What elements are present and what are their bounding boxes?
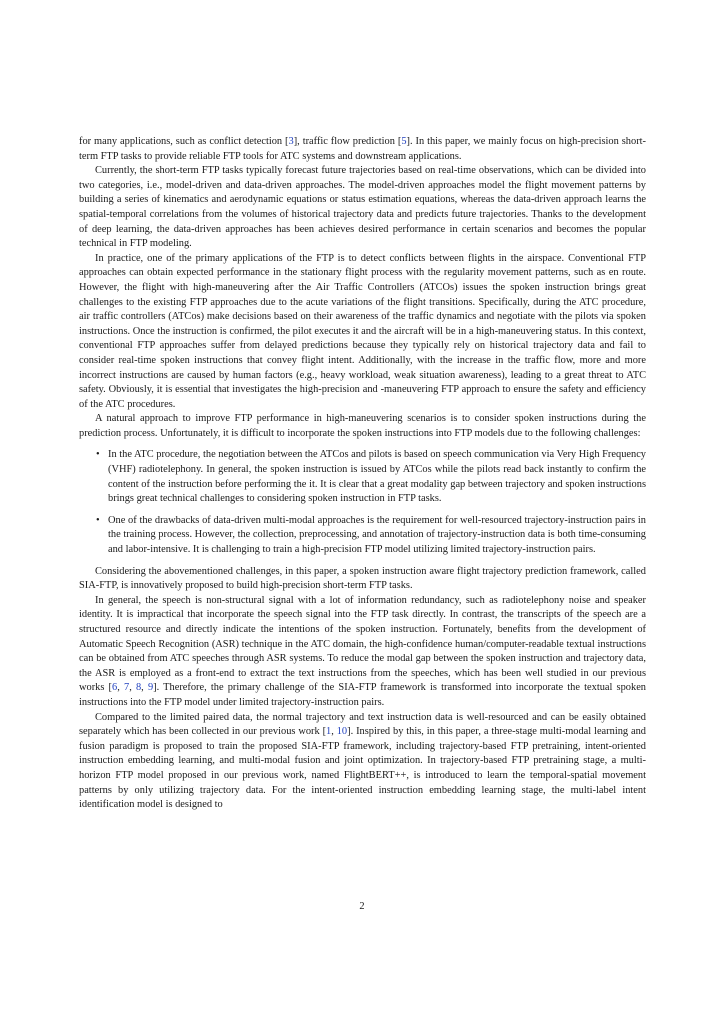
paragraph-3: In practice, one of the primary applications of the FTP is to detect conflicts between flights in the airspace. Conventional FTP approaches can obtain expected performance in the stationary flight process with the regularity movement patterns, such as en route. However, the flight with high-maneuvering after the Air Traffic Controllers (ATCOs) issues the spoken instruction brings great challenges to the existing FTP approaches due to the acute variations of the flight transitions. Specifically, during the ATC procedure, air traffic controllers (ATCos) make decisions based on their awareness of the traffic dynamics and negotiate with the pilots via spoken instructions. Once the instruction is confirmed, the pilot executes it and the aircraft will be in a high-maneuvering status. In this context, conventional FTP approaches suffer from delayed predictions because they typically rely on historical trajectory data and fail to consider real-time spoken instructions that convey flight intent. Additionally, with the increase in the traffic flow, more and more incorrect instructions are caused by human factors (e.g., heavy workload, weak situation awareness), leading to a great threat to ATC safety. Obviously, it is essential that investigates the high-precision and -maneuvering FTP approach to ensure the safety and efficiency of the ATC procedures. xyxy=(79,252,646,410)
list-item: • One of the drawbacks of data-driven multi-modal approaches is the requirement for well-resourced trajectory-instruction pairs in the training process. However, the collection, preprocessing, and annotation of trajectory-instruction data is both time-consuming and labor-intensive. It is challenging to train a high-precision FTP model utilizing limited trajectory-instruction pairs. xyxy=(96,514,646,556)
paragraph-7: Compared to the limited paired data, the normal trajectory and text instruction data is well-resourced and can be easily obtained separately which has been collected in our previous work [1, 10]. Inspired by this, in this paper, a three-stage multi-modal learning and fusion paradigm is proposed to train the proposed SIA-FTP framework, including trajectory-based FTP pretraining, intent-oriented instruction embedding learning, and multi-modal fusion and joint optimization. In trajectory-based FTP pretraining stage, a multi-horizon FTP model proposed in our previous work, named FlightBERT++, is introduced to learn the temporal-spatial movement patterns by only utilizing trajectory data. For the intent-oriented instruction embedding learning stage, the multi-label intent identification model is designed to xyxy=(79,711,646,811)
list-item: • In the ATC procedure, the negotiation between the ATCos and pilots is based on speech communication via Very High Frequency (VHF) radiotelephony. In general, the spoken instruction is issued by ATCos while the pilots read back instantly to confirm the content of the instruction before performing the it. It is clear that a great modality gap between trajectory and spoken instructions brings great technical challenges to considering spoken instruction in FTP tasks. xyxy=(96,449,646,505)
citation-link[interactable]: 7 xyxy=(124,682,130,694)
citation-link[interactable]: 1 xyxy=(326,726,332,738)
citation-link[interactable]: 3 xyxy=(288,136,294,147)
bullet-icon: • xyxy=(96,449,100,461)
paragraph-4: A natural approach to improve FTP performance in high-maneuvering scenarios is to consider spoken instructions during the prediction process. Unfortunately, it is difficult to incorporate the spoken instructions into FTP models due to the following challenges: xyxy=(79,413,646,439)
paragraph-5: Considering the abovementioned challenges, in this paper, a spoken instruction aware flight trajectory prediction framework, called SIA-FTP, is innovatively proposed to build high-precision short-term FTP tasks. xyxy=(79,565,646,592)
citation-link[interactable]: 9 xyxy=(147,682,154,694)
page-body xyxy=(79,135,646,813)
citation-link[interactable]: 10 xyxy=(336,726,348,738)
citation-link[interactable]: 5 xyxy=(401,136,407,147)
page-number: 2 xyxy=(359,901,365,912)
challenges-list xyxy=(79,448,646,557)
paragraph-2: Currently, the short-term FTP tasks typically forecast future trajectories based on real-time observations, which can be divided into two categories, i.e., model-driven and data-driven approaches. The model-driven approaches model the flight movement patterns by building a series of kinematics and aerodynamic equations or status estimation equations, whereas the data-driven approach learns the spatial-temporal correlations from the volumes of historical trajectory data and predicts future trajectories. Thanks to the development of deep learning, the data-driven approaches has been achieves desired performance in certain scenarios and becomes the popular technical in FTP modeling. xyxy=(79,165,646,250)
citation-link[interactable]: 8 xyxy=(135,682,142,694)
bullet-icon: • xyxy=(96,514,100,526)
paragraph-1: for many applications, such as conflict detection [3], traffic flow prediction [5]. In this paper, we mainly focus on high-precision short-term FTP tasks to provide reliable FTP tools for ATC systems and downstream applications. xyxy=(79,136,646,162)
paragraph-6: In general, the speech is non-structural signal with a lot of information redundancy, such as radiotelephony noise and speaker identity. It is impractical that incorporate the speech signal into the FTP task directly. In contrast, the transcripts of the speech are a structured resource and directly indicate the intentions of the spoken instruction. Fortunately, benefits from the development of Automatic Speech Recognition (ASR) technique in the ATC domain, the high-confidence human/computer-readable textual instructions can be obtained from ATC speeches through ASR systems. To reduce the modal gap between the spoken instruction and trajectory data, the ASR is employed as a front-end to extract the text instructions from the speeches, which has been well studied in our previous works [6, 7, 8, 9]. Therefore, the primary challenge of the SIA-FTP framework is transformed into incorporate the textual spoken instructions into the FTP model under limited trajectory-instruction pairs. xyxy=(79,594,646,708)
citation-link[interactable]: 6 xyxy=(112,682,118,694)
